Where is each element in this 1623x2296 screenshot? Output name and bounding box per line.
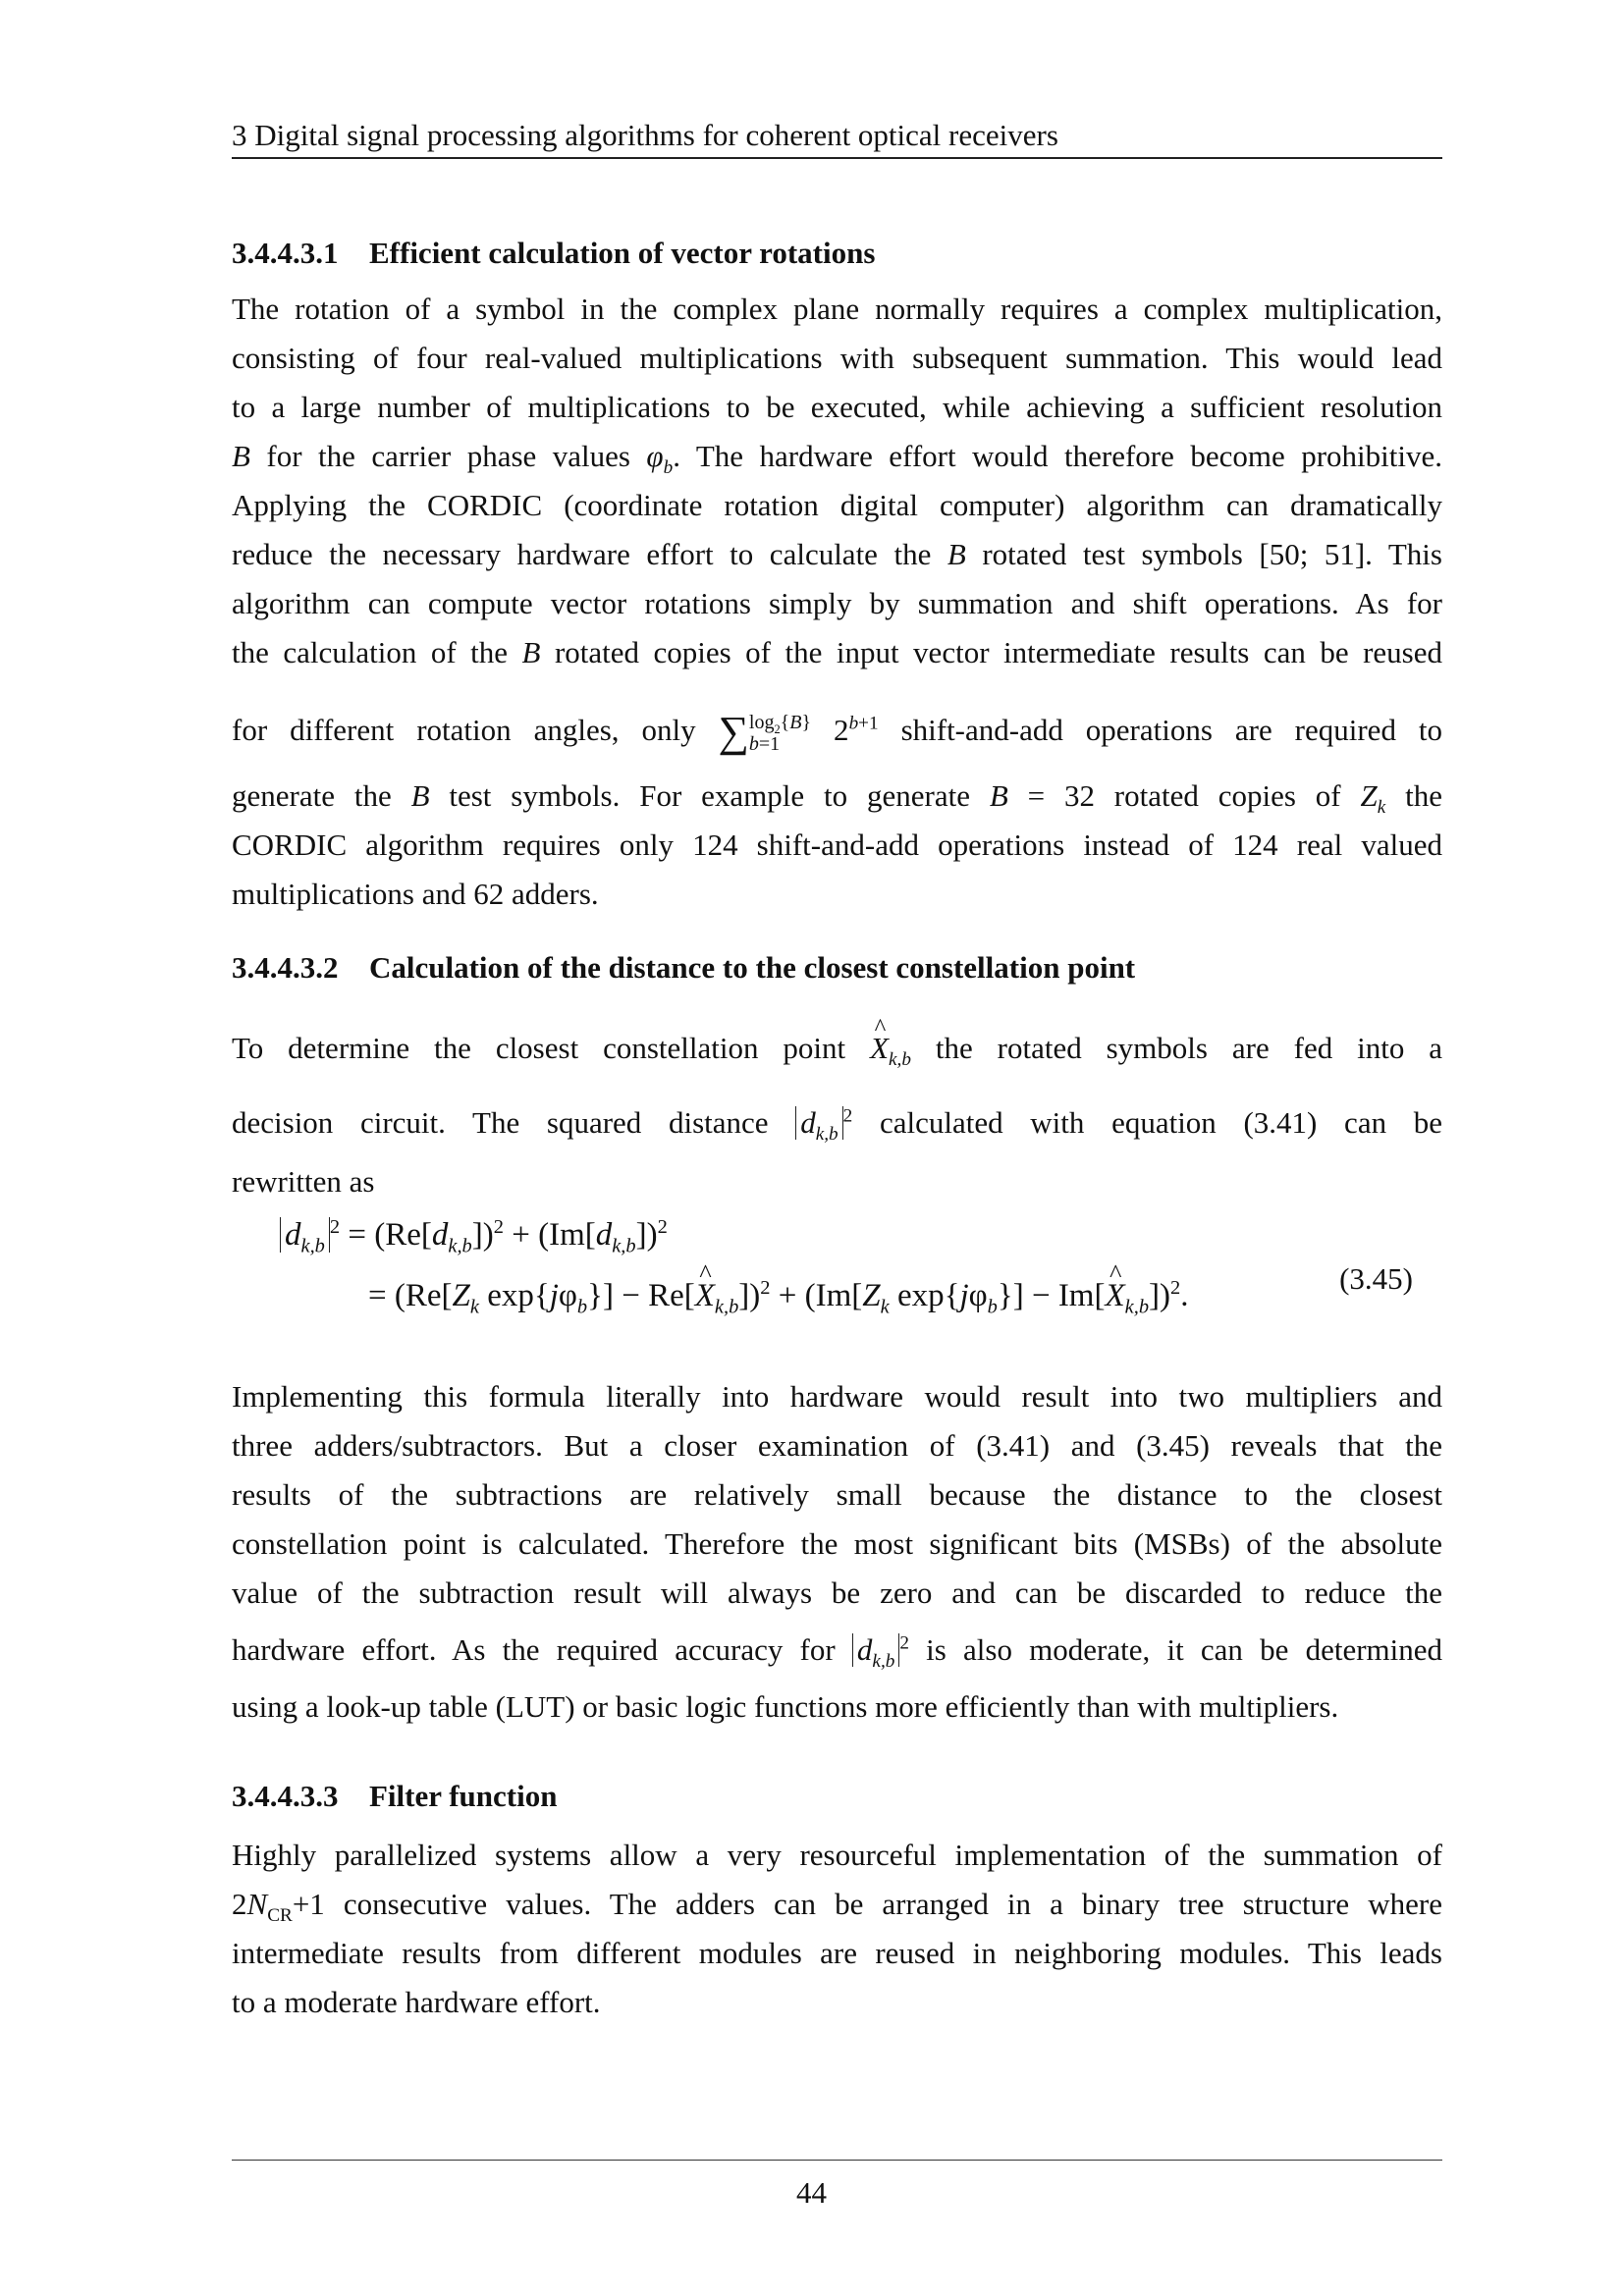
text-line: The rotation of a symbol in the complex plane normally requires a complex multiplication, (232, 292, 1442, 326)
text-line: CORDIC algorithm requires only 124 shift-and-add operations instead of 124 real valued (232, 828, 1442, 862)
text-line: value of the subtraction result will always be zero and can be discarded to reduce the (232, 1575, 1442, 1610)
text-line: results of the subtractions are relatively small because the distance to the closest (232, 1477, 1442, 1512)
symbol-d-abs: $d_{k,b}$ (795, 1106, 842, 1140)
text-line: using a look-up table (LUT) or basic logic functions more efficiently than with multipliers. (232, 1689, 1339, 1724)
section-heading-2 (232, 948, 1135, 988)
text-line: to a moderate hardware effort. (232, 1985, 601, 2019)
text-line: consisting of four real-valued multiplications with subsequent summation. This would lead (232, 341, 1442, 375)
text-line: multiplications and 62 adders. (232, 877, 599, 911)
text-line: decision circuit. The squared distance $d_{k,b}^2$ calculated with equation (3.41) can be (232, 1105, 1443, 1146)
text-line: generate the B test symbols. For example to generate B = 32 rotated copies of $Z_k$ the (232, 778, 1442, 819)
text-line: hardware effort. As the required accuracy for $d_{k,b}^2$ is also moderate, it can be determined (232, 1632, 1443, 1673)
equation-line-2: = ($Re[Z_k$ $\exp\{j\varphi_b\}$] − Re[^ $X_{k,b}])^2 + (Im[Z_k$ $\exp\{j\varphi_b\}$] − Im[^ $X_{k,b}])^2$. (368, 1278, 1189, 1314)
text-line-sum: for different rotation angles, only ∑ $\log_2\{B\}$ b=1 $2^{b+1}$ shift-and-add operations are required to (232, 708, 1442, 756)
paragraph-vector-rotations-cont (232, 703, 1442, 919)
section-title: Efficient calculation of vector rotations (369, 236, 876, 270)
section-number: 3.4.4.3.2 (232, 950, 339, 985)
text-line: Implementing this formula literally into hardware would result into two multipliers and (232, 1379, 1442, 1414)
text-line: intermediate results from different modules are reused in neighboring modules. This leads (232, 1936, 1442, 1970)
sum-formula: ∑ $\log_2\{B\}$ b=1 $2^{b+1}$ (718, 708, 879, 756)
text-line: to a large number of multiplications to be executed, while achieving a sufficient resolution (232, 390, 1442, 424)
text-line: rewritten as (232, 1164, 375, 1199)
text-line: reduce the necessary hardware effort to calculate the B rotated test symbols [50; 51]. This (232, 537, 1442, 571)
text-line: Applying the CORDIC (coordinate rotation digital computer) algorithm can dramatically (232, 488, 1442, 522)
section-heading-1 (232, 234, 875, 273)
section-number: 3.4.4.3.3 (232, 1779, 339, 1813)
equation-line-1: $d_{k,b}^2 = (Re[d_{k,b}])^2 + (Im[d_{k,b}])^2$ (280, 1217, 668, 1254)
paragraph-distance-hardware (232, 1372, 1442, 1732)
text-line: constellation point is calculated. Therefore the most significant bits (MSBs) of the absolute (232, 1526, 1442, 1561)
text-line: B for the carrier phase values $\varphi_b$. The hardware effort would therefore become prohibitive. (232, 439, 1442, 479)
text-line: algorithm can compute vector rotations simply by summation and shift operations. As for (232, 586, 1442, 620)
text-line: the calculation of the B rotated copies of the input vector intermediate results can be reused (232, 635, 1442, 669)
text-line: three adders/subtractors. But a closer examination of (3.41) and (3.45) reveals that the (232, 1428, 1442, 1463)
paragraph-filter-function (232, 1831, 1442, 2027)
paragraph-vector-rotations (232, 285, 1442, 677)
section-title: Calculation of the distance to the closest constellation point (369, 950, 1136, 985)
section-title: Filter function (369, 1779, 558, 1813)
section-heading-3 (232, 1777, 557, 1816)
section-number: 3.4.4.3.1 (232, 236, 339, 270)
equation-3-45 (280, 1217, 1442, 1345)
symbol-x-hat: ^ $X_{k,b}$ (870, 1031, 911, 1065)
text-line: $2N_{CR}+1$ consecutive values. The adders can be arranged in a binary tree structure where (232, 1887, 1442, 1927)
text-line: To determine the closest constellation point ^ $X_{k,b}$ the rotated symbols are fed into a (232, 1011, 1442, 1086)
running-head: 3 Digital signal processing algorithms for coherent optical receivers (232, 116, 1442, 159)
page-number: 44 (796, 2175, 827, 2210)
footer-rule (232, 2160, 1442, 2161)
equation-number: (3.45) (1339, 1261, 1413, 1296)
text-line: Highly parallelized systems allow a very resourceful implementation of the summation of (232, 1838, 1442, 1872)
paragraph-distance-intro (232, 1011, 1442, 1203)
